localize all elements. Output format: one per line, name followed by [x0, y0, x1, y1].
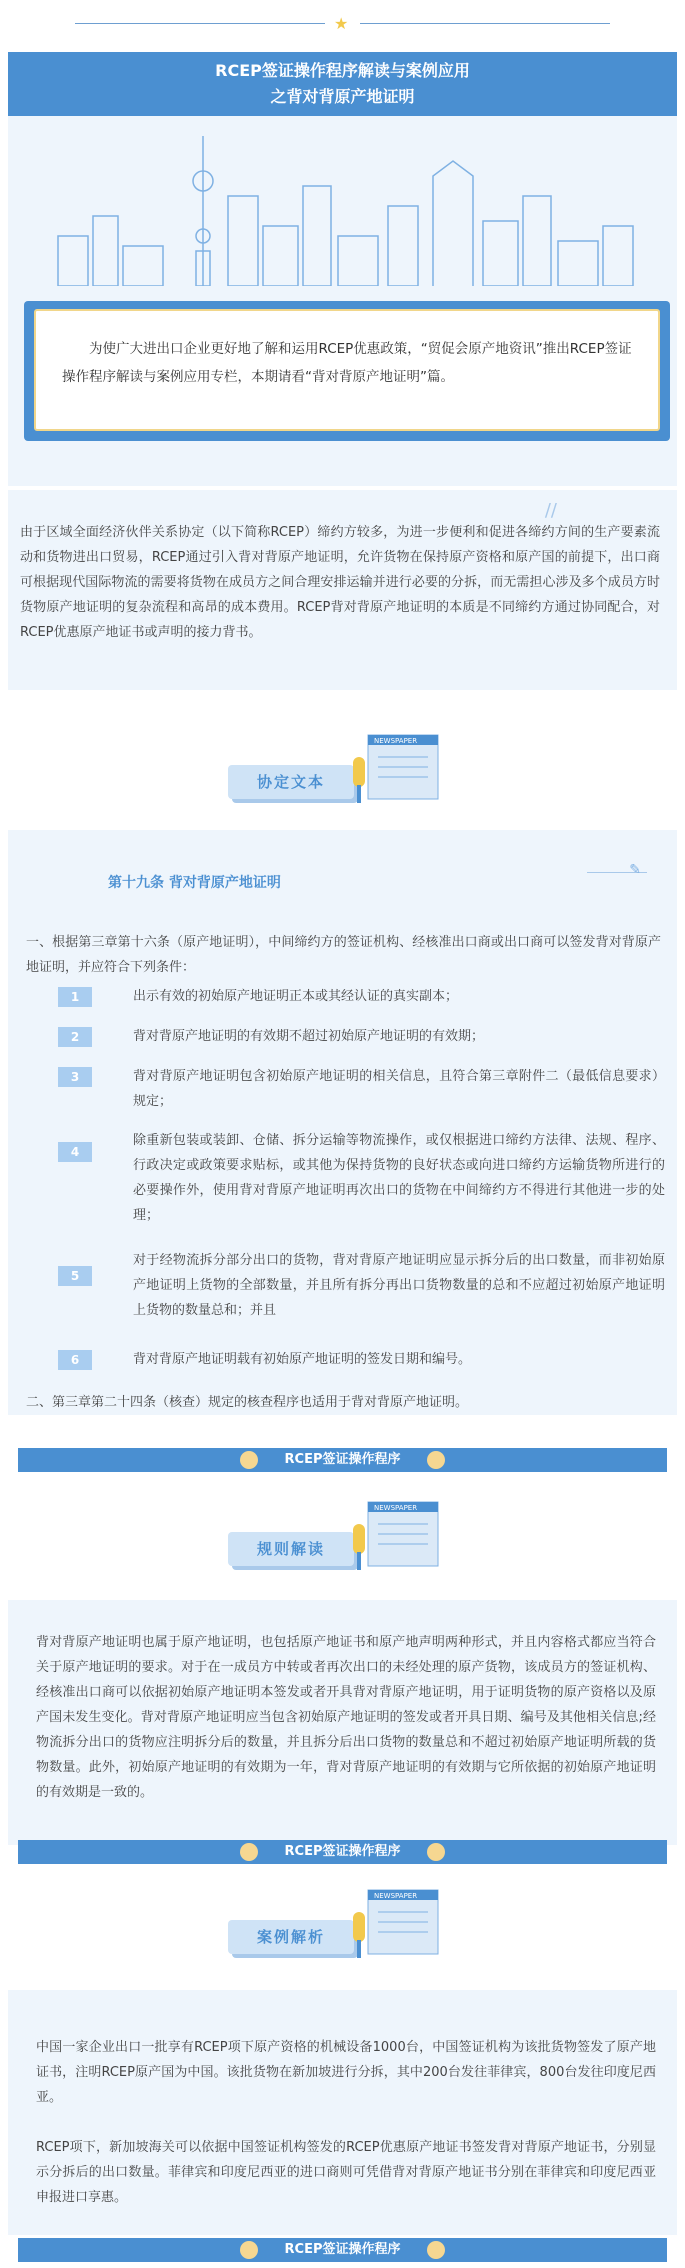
star-icon: ★	[334, 14, 349, 33]
article-title: 第十九条 背对背原产地证明	[108, 875, 281, 891]
list-item: 对于经物流拆分部分出口的货物，背对背原产地证明应显示拆分后的出口数量，而非初始原产地证明上货物的全部数量，并且所有拆分再出口货物数量的总和不应超过初始原产地证明上货物的数量总和；并且	[133, 1253, 665, 1318]
item-number: 6	[58, 1350, 92, 1370]
footer-bar	[18, 2238, 667, 2262]
section-head-agreement	[220, 725, 480, 815]
item-number: 4	[58, 1142, 92, 1162]
newspaper-word: NEWSPAPER	[374, 1504, 418, 1512]
newspaper-icon	[348, 1882, 448, 1962]
dot-decoration	[240, 2241, 258, 2259]
intro-card	[24, 301, 670, 441]
rule-section	[8, 1600, 677, 1845]
footer-bar	[18, 1840, 667, 1864]
list-item: 除重新包装或装卸、仓储、拆分运输等物流操作，或仅根据进口缔约方法律、法规、程序、行政决定或政策要求贴标，或其他为保持货物的良好状态或向进口缔约方运输货物所进行的必要操作外，使用背对背原产地证明再次出口的货物在中间缔约方不得进行其他进一步的处理；	[133, 1133, 665, 1223]
agreement-label: 协定文本	[228, 765, 354, 799]
header-line-right	[360, 23, 610, 24]
slash-decoration-icon: //	[544, 500, 557, 521]
agreement-section	[8, 830, 677, 1415]
item-number: 2	[58, 1027, 92, 1047]
case-label: 案例解析	[228, 1920, 354, 1954]
case-text-1: 中国一家企业出口一批享有RCEP项下原产资格的机械设备1000台，中国签证机构为该批货物签发了原产地证书，注明RCEP原产国为中国。该批货物在新加坡进行分拆，其中200台发往菲律宾，800台发往印度尼西亚。	[36, 2040, 656, 2105]
newspaper-word: NEWSPAPER	[374, 1892, 418, 1900]
footer-label: RCEP签证操作程序	[284, 1452, 401, 1467]
dot-decoration	[427, 2241, 445, 2259]
list-item: 出示有效的初始原产地证明正本或其经认证的真实副本；	[133, 989, 459, 1004]
section-head-rule	[220, 1492, 480, 1582]
list-item: 背对背原产地证明包含初始原产地证明的相关信息，且符合第三章附件二（最低信息要求）规定；	[133, 1069, 665, 1109]
dot-decoration	[240, 1451, 258, 1469]
intro-text: 为使广大进出口企业更好地了解和运用RCEP优惠政策，“贸促会原产地资讯”推出RCEP签证操作程序解读与案例应用专栏，本期请看“背对背原产地证明”篇。	[34, 309, 660, 431]
city-skyline-illustration	[48, 126, 648, 286]
overview-section	[8, 490, 677, 690]
section-head-case	[220, 1880, 480, 1970]
pen-icon: ✎	[629, 862, 641, 878]
newspaper-word: NEWSPAPER	[374, 737, 418, 745]
dot-decoration	[427, 1843, 445, 1861]
case-section	[8, 1990, 677, 2235]
page-subtitle: 之背对背原产地证明	[270, 87, 415, 106]
title-band	[8, 52, 677, 116]
list-item: 背对背原产地证明的有效期不超过初始原产地证明的有效期；	[133, 1029, 485, 1044]
clause-2: 二、第三章第二十四条（核查）规定的核查程序也适用于背对背原产地证明。	[26, 1395, 469, 1410]
footer-bar	[18, 1448, 667, 1472]
footer-label: RCEP签证操作程序	[284, 1844, 401, 1859]
dot-decoration	[240, 1843, 258, 1861]
hero-section	[8, 116, 677, 486]
header-line-left	[75, 23, 325, 24]
item-number: 5	[58, 1266, 92, 1286]
case-text-2: RCEP项下，新加坡海关可以依据中国签证机构签发的RCEP优惠原产地证书签发背对背原产地证书，分别显示分拆后的出口数量。菲律宾和印度尼西亚的进口商则可凭借背对背原产地证书分别在菲律宾和印度尼西亚申报进口享惠。	[36, 2140, 656, 2205]
item-number: 1	[58, 987, 92, 1007]
rule-label: 规则解读	[228, 1532, 354, 1566]
rule-text: 背对背原产地证明也属于原产地证明，也包括原产地证书和原产地声明两种形式，并且内容格式都应当符合关于原产地证明的要求。对于在一成员方中转或者再次出口的未经处理的原产货物，该成员方的签证机构、经核准出口商可以依据初始原产地证明本签发或者开具背对背原产地证明，用于证明货物的原产资格以及原产国未发生变化。背对背原产地证明应当包含初始原产地证明的签发或者开具日期、编号及其他相关信息;经物流拆分出口的货物应注明拆分后的数量，并且拆分后出口货物的数量总和不超过初始原产地证明所载的货物数量。此外，初始原产地证明的有效期为一年，背对背原产地证明的有效期与它所依据的初始原产地证明的有效期是一致的。	[36, 1635, 656, 1800]
item-number: 3	[58, 1067, 92, 1087]
newspaper-icon	[348, 727, 448, 807]
list-item: 背对背原产地证明载有初始原产地证明的签发日期和编号。	[133, 1352, 472, 1367]
footer-label: RCEP签证操作程序	[284, 2242, 401, 2257]
newspaper-icon	[348, 1494, 448, 1574]
page-title: RCEP签证操作程序解读与案例应用	[215, 61, 470, 80]
clause-1: 一、根据第三章第十六条（原产地证明），中间缔约方的签证机构、经核准出口商或出口商可以签发背对背原产地证明，并应符合下列条件：	[26, 935, 661, 975]
overview-text: 由于区域全面经济伙伴关系协定（以下简称RCEP）缔约方较多，为进一步便利和促进各缔约方间的生产要素流动和货物进出口贸易，RCEP通过引入背对背原产地证明，允许货物在保持原产资格和原产国的前提下，出口商可根据现代国际物流的需要将货物在成员方之间合理安排运输并进行必要的分拆，而无需担心涉及多个成员方时货物原产地证明的复杂流程和高昂的成本费用。RCEP背对背原产地证明的本质是不同缔约方通过协同配合，对RCEP优惠原产地证书或声明的接力背书。	[20, 525, 660, 640]
dot-decoration	[427, 1451, 445, 1469]
